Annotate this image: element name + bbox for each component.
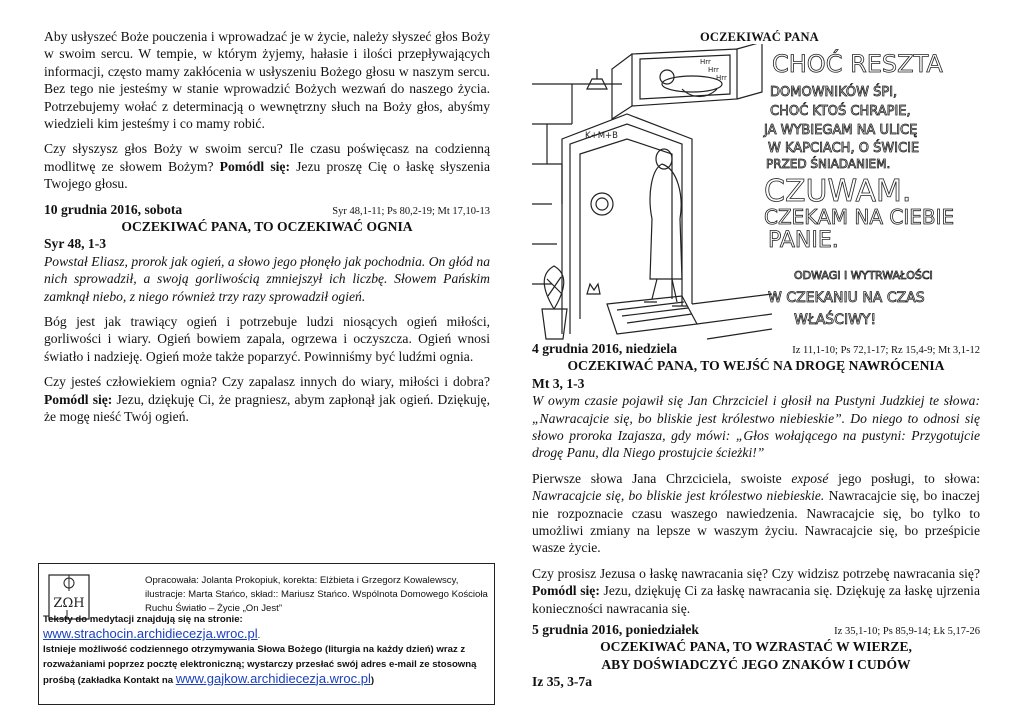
illus-text-11: W CZEKANIU NA CZAS xyxy=(768,290,925,306)
day1-pray-label: Pomódl się: xyxy=(532,583,600,599)
day2-reading-ref: Iz 35, 3-7a xyxy=(532,674,593,690)
illus-text-8: CZEKAM NA CIEBIE xyxy=(764,205,955,229)
right-column xyxy=(532,340,980,691)
question-paragraph-2: Czy jesteś człowiekiem ognia? Czy zapalasz innych do wiary, miłości i dobra? Pomódl się: Jezu, dziękuję Ci, że pragniesz, abym zapłonął jak ogień. Dziękuję, że mogę nieść Twój ogień. xyxy=(44,374,490,425)
credits-authors: Opracowała: Jolanta Prokopiuk, korekta: Elżbieta i Grzegorz Kowalewscy, ilustracje: Marta Stańco, skład:: Mariusz Stańco. Wspólnota Domowego Kościoła Ruchu Światło – Życie „On Jest” xyxy=(145,575,488,614)
credits-box xyxy=(38,563,495,705)
snore-2: Hrr xyxy=(708,66,719,74)
day1-refs: Iz 11,1-10; Ps 72,1-17; Rz 15,4-9; Mt 3,1-12 xyxy=(792,345,980,356)
illus-text-5: W KAPCIACH, O ŚWICIE xyxy=(768,141,920,156)
day1-reflection: Pierwsze słowa Jana Chrzciciela, swoiste exposé jego posługi, to słowa: Nawracajcie się, bo bliskie jest królestwo niebieskie. Nawracajcie się, bo inaczej nie rozpoznacie czasu waszego nawiedzenia. Nawracajcie się, bo tylko to umożliwi zmiany na lepsze w waszym życiu. Nawracajcie się, bo prześpicie wasze życie. xyxy=(532,470,980,556)
illus-text-9: PANIE. xyxy=(768,228,839,253)
illus-text-1: CHOĆ RESZTA xyxy=(772,50,943,78)
day2-refs: Iz 35,1-10; Ps 85,9-14; Łk 5,17-26 xyxy=(834,626,980,638)
day1-heading xyxy=(532,340,980,357)
logo-text: ΖΩΗ xyxy=(53,596,85,611)
strachocin-link[interactable]: www.strachocin.archidiecezja.wroc.pl xyxy=(43,626,258,642)
pray-label-2: Pomódl się: xyxy=(44,391,113,407)
pray-label: Pomódl się: xyxy=(219,158,290,174)
illus-text-2: DOMOWNIKÓW ŚPI, xyxy=(770,85,898,100)
day2-date: 5 grudnia 2016, poniedziałek xyxy=(532,622,699,638)
reading-text: Powstał Eliasz, prorok jak ogień, a słowo jego płonęło jak pochodnia. On głód na nich sprowadził, a swoją gorliwością zmniejszył ich liczbę. Słowem Pańskim zamknął niebo, z niego również trzy razy sprowadził ogień. xyxy=(44,253,490,304)
page-header: OCZEKIWAĆ PANA xyxy=(700,30,819,44)
day-refs: Syr 48,1-11; Ps 80,2-19; Mt 17,10-13 xyxy=(332,205,490,217)
reading-ref: Syr 48, 1-3 xyxy=(44,236,107,252)
illus-text-6: PRZED ŚNIADANIEM. xyxy=(766,157,891,171)
illus-text-3: CHOĆ KTOŚ CHRAPIE, xyxy=(770,104,911,119)
illus-text-10: ODWAGI I WYTRWAŁOŚCI xyxy=(794,269,933,282)
day2-heading xyxy=(532,621,980,638)
day-date: 10 grudnia 2016, sobota xyxy=(44,201,183,217)
day1-question: Czy prosisz Jezusa o łaskę nawracania się? Czy widzisz potrzebę nawracania się? Pomódl się: Jezu, dziękuję Ci za łaskę nawracania się. Dziękuję za łaskę ujrzenia konieczności nawracania się. xyxy=(532,565,980,616)
left-column xyxy=(44,28,490,434)
day1-title: OCZEKIWAĆ PANA, TO WEJŚĆ NA DROGĘ NAWRÓCENIA xyxy=(567,358,945,374)
day1-reading: W owym czasie pojawił się Jan Chrzciciel i głosił na Pustyni Judzkiej te słowa: „Nawracajcie się, bo bliskie jest królestwo niebieskie”. Do niego to odnosi się słowo proroka Izajasza, gdy mówi: „Głos wołającego na pustyni: Przygotujcie drogę Panu, dla Niego prostujcie ścieżki!” xyxy=(532,393,980,461)
illustration xyxy=(532,44,984,342)
day2-title-1: OCZEKIWAĆ PANA, TO WZRASTAĆ W WIERZE, xyxy=(600,639,912,655)
intro-paragraph: Aby usłyszeć Boże pouczenia i wprowadzać je w życie, należy słyszeć głos Boży w swoim sercu. W tempie, w którym żyjemy, hałasie i ilości przepływających informacji, często mamy zakłócenia w usłyszeniu Bożego głosu w naszym sercu. Bez tego nie jesteśmy w stanie wprowadzić Bożych wezwań do naszego życia. Potrzebujemy wołać z determinacją o wewnętrzny słuch na Boży głos, abyśmy wiedzieli kim jesteśmy i co mamy robić. xyxy=(44,29,490,132)
day1-reading-ref: Mt 3, 1-3 xyxy=(532,375,585,391)
snore-3: Hrr xyxy=(716,74,727,82)
reflection-paragraph: Bóg jest jak trawiący ogień i potrzebuje ludzi niosących ogień miłości, gorliwości i wiary. Ogień bowiem zapala, ogrzewa i oczyszcza. Ogień wnosi światło i nadzieję. Ogień może także poparzyć. Powinniśmy być ludźmi ognia. xyxy=(44,314,490,364)
question-paragraph: Czy słyszysz głos Boży w swoim sercu? Ile czasu poświęcasz na codzienną modlitwę ze słowem Bożym? Pomódl się: Jezu proszę Cię o łaskę słyszenia Twojego głosu. xyxy=(44,141,490,192)
illus-text-7: CZUWAM. xyxy=(764,174,912,209)
illus-text-12: WŁAŚCIWY! xyxy=(794,312,877,328)
day2-title-2: ABY DOŚWIADCZYĆ JEGO ZNAKÓW I CUDÓW xyxy=(601,656,911,672)
gajkow-link[interactable]: www.gajkow.archidiecezja.wroc.pl xyxy=(175,670,371,686)
credits-info: Teksty do medytacji znajdują się na stronie: www.strachocin.archidiecezja.wroc.pl. Istnieje możliwość codziennego otrzymywania Słowa Bożego (liturgia na każdy dzień) wraz z rozważaniami poprzez pocztę elektroniczną; wystarczy przesłać swój adres e-mail ze stosowną prośbą (zakładka Kontakt na www.gajkow.archidiecezja.wroc.pl) xyxy=(43,614,477,686)
day1-date: 4 grudnia 2016, niedziela xyxy=(532,341,678,356)
day-heading xyxy=(44,201,490,218)
snore-1: Hrr xyxy=(700,58,711,66)
day-title: OCZEKIWAĆ PANA, TO OCZEKIWAĆ OGNIA xyxy=(121,219,413,235)
illus-text-4: JA WYBIEGAM NA ULICĘ xyxy=(764,123,918,138)
door-sign: K+M+B xyxy=(585,131,618,141)
